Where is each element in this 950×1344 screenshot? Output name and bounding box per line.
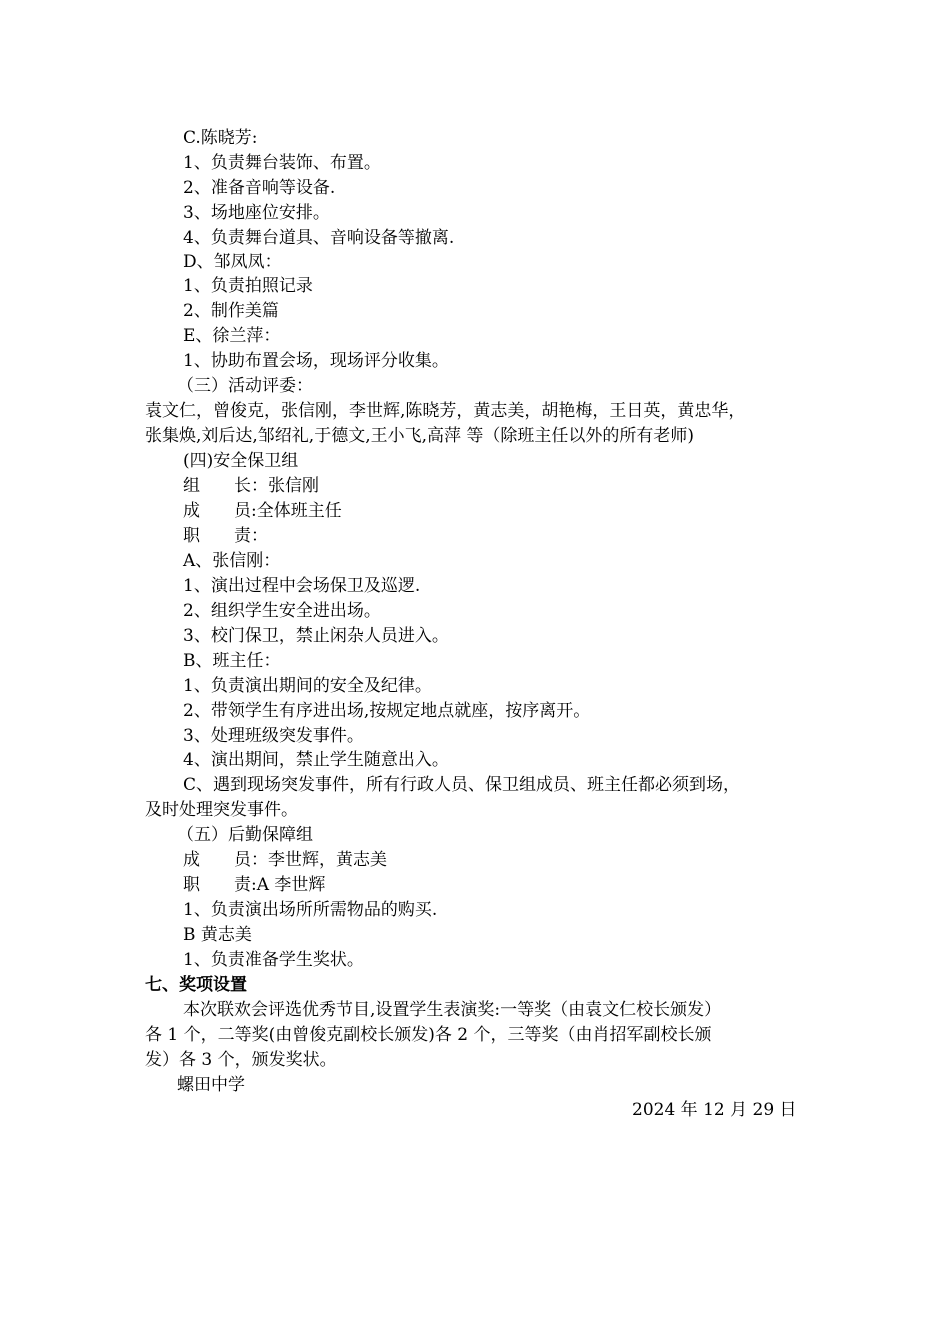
text-line xyxy=(183,873,325,897)
text-line: 2、组织学生安全进出场。 xyxy=(183,601,381,621)
text-line: 各 1 个，二等奖(由曾俊克副校长颁发)各 2 个，三等奖（由肖招军副校长颁 xyxy=(145,1025,712,1045)
text-line: 2、制作美篇 xyxy=(183,301,279,321)
text-line xyxy=(183,524,268,548)
text-line: 2、带领学生有序进出场,按规定地点就座，按序离开。 xyxy=(183,701,591,721)
label-value: 责： xyxy=(234,526,268,546)
text-line: 2、准备音响等设备. xyxy=(183,178,336,198)
label-value: 员：李世辉，黄志美 xyxy=(234,850,387,870)
text-line: 1、负责舞台装饰、布置。 xyxy=(183,153,381,173)
label-value: 员:全体班主任 xyxy=(234,501,342,521)
text-line: E、徐兰萍： xyxy=(183,326,281,346)
text-line: 袁文仁，曾俊克，张信刚，李世辉,陈晓芳，黄志美，胡艳梅，王日英，黄忠华， xyxy=(145,401,746,421)
text-line: 及时处理突发事件。 xyxy=(145,800,298,820)
label-char: 组 xyxy=(183,476,200,496)
text-line: 发）各 3 个，颁发奖状。 xyxy=(145,1050,337,1070)
label-value: 责:A 李世辉 xyxy=(234,875,326,895)
text-line: 4、演出期间，禁止学生随意出入。 xyxy=(183,750,449,770)
text-line: B 黄志美 xyxy=(183,925,252,945)
text-line: 1、负责拍照记录 xyxy=(183,276,313,296)
section-heading: (四)安全保卫组 xyxy=(183,451,299,471)
text-line: 4、负责舞台道具、音响设备等撤离. xyxy=(183,228,455,248)
text-line: A、张信刚： xyxy=(183,551,281,571)
text-line: C.陈晓芳: xyxy=(183,128,258,148)
text-line: 1、演出过程中会场保卫及巡逻. xyxy=(183,576,421,596)
text-line xyxy=(183,474,319,498)
text-line: 1、协助布置会场，现场评分收集。 xyxy=(183,351,449,371)
label-char: 成 xyxy=(183,501,200,521)
text-line: 1、负责演出期间的安全及纪律。 xyxy=(183,676,432,696)
text-line xyxy=(183,848,387,872)
section-heading: （三）活动评委： xyxy=(177,376,313,396)
label-value: 长：张信刚 xyxy=(234,476,319,496)
text-line: 张集焕,刘后达,邹绍礼,于德文,王小飞,高萍 等（除班主任以外的所有老师) xyxy=(145,426,695,446)
section-title: 七、奖项设置 xyxy=(145,975,247,995)
text-line: C、遇到现场突发事件，所有行政人员、保卫组成员、班主任都必须到场， xyxy=(183,775,741,795)
label-char: 职 xyxy=(183,526,200,546)
text-line: 本次联欢会评选优秀节目,设置学生表演奖:一等奖（由袁文仁校长颁发） xyxy=(183,1000,722,1020)
signature-school: 螺田中学 xyxy=(177,1075,245,1095)
text-line: 1、负责演出场所所需物品的购买. xyxy=(183,900,438,920)
label-char: 职 xyxy=(183,875,200,895)
text-line: 3、校门保卫，禁止闲杂人员进入。 xyxy=(183,626,449,646)
text-line: 3、场地座位安排。 xyxy=(183,203,330,223)
text-line: 1、负责准备学生奖状。 xyxy=(183,950,364,970)
label-char: 成 xyxy=(183,850,200,870)
text-line: 3、处理班级突发事件。 xyxy=(183,726,364,746)
text-line xyxy=(183,499,342,523)
signature-date: 2024 年 12 月 29 日 xyxy=(632,1100,797,1120)
text-line: D、邹凤凤： xyxy=(183,252,282,272)
section-heading: （五）后勤保障组 xyxy=(177,825,313,845)
text-line: B、班主任： xyxy=(183,651,281,671)
